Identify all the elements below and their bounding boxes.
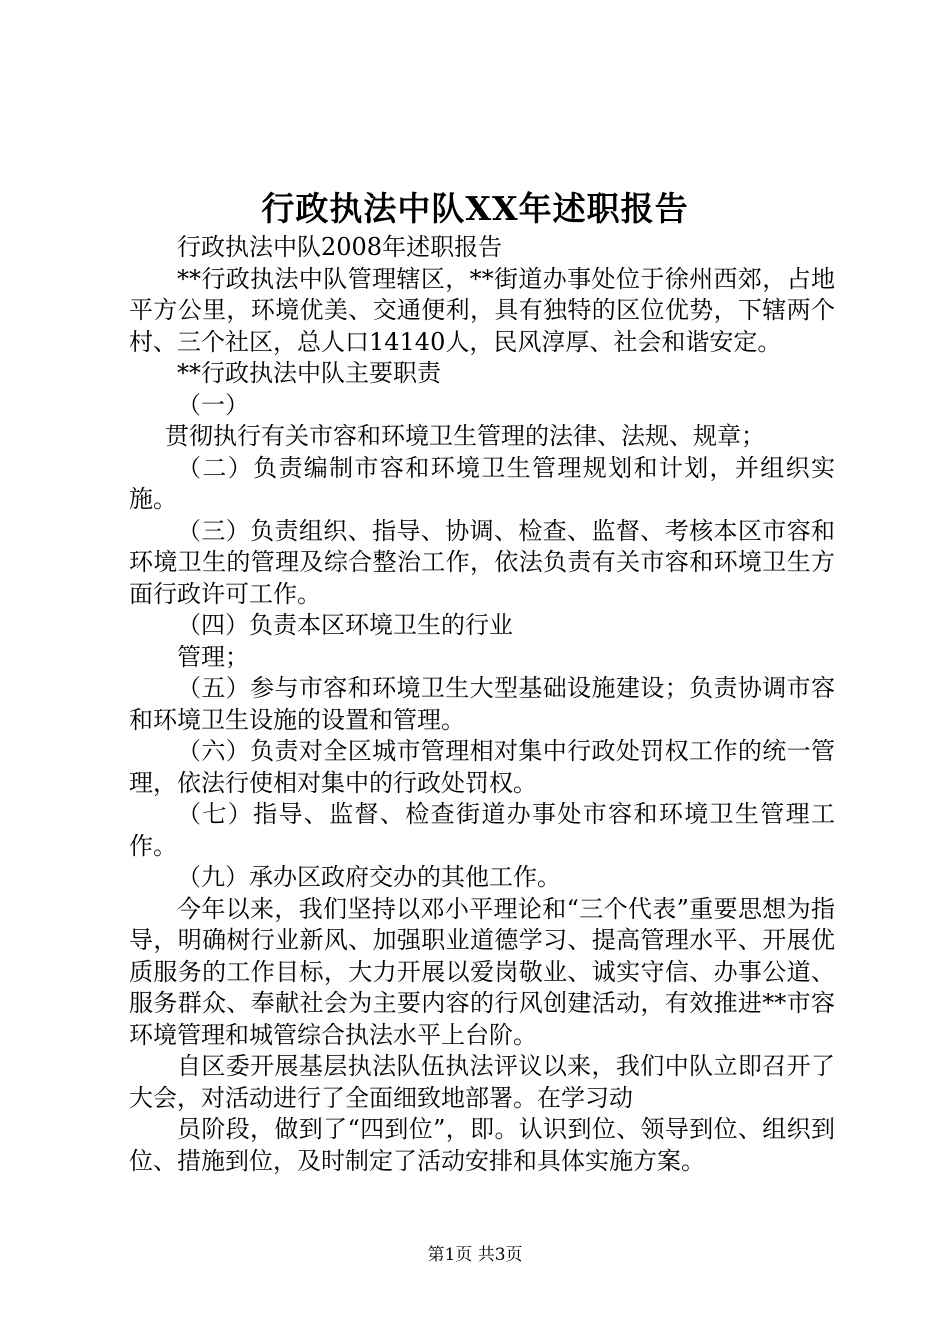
paragraph-duty-4-cont: 管理； xyxy=(177,642,249,671)
paragraph-duty-3: （三）负责组织、指导、协调、检查、监督、考核本区市容和环境卫生的管理及综合整治工作，依法负责有关市容和环境卫生方面行政许可工作。 xyxy=(129,516,835,608)
paragraph-mobilization: 员阶段，做到了“四到位”，即。认识到位、领导到位、组织到位、措施到位，及时制定了活动安排和具体实施方案。 xyxy=(129,1115,835,1175)
paragraph-duty-7: （七）指导、监督、检查街道办事处市容和环境卫生管理工作。 xyxy=(129,800,835,860)
paragraph-duty-6: （六）负责对全区城市管理相对集中行政处罚权工作的统一管理，依法行使相对集中的行政处罚权。 xyxy=(129,737,835,797)
document-title: 行政执法中队XX年述职报告 xyxy=(261,189,689,228)
paragraph-intro: **行政执法中队管理辖区，**街道办事处位于徐州西郊，占地平方公里，环境优美、交通便利，具有独特的区位优势，下辖两个村、三个社区，总人口14140人，民风淳厚、社会和谐安定。 xyxy=(129,264,835,356)
paragraph-duty-1: 贯彻执行有关市容和环境卫生管理的法律、法规、规章； xyxy=(165,422,765,450)
paragraph-evaluation: 自区委开展基层执法队伍执法评议以来，我们中队立即召开了大会，对活动进行了全面细致地部署。在学习动 xyxy=(129,1052,835,1112)
paragraph-duty-9: （九）承办区政府交办的其他工作。 xyxy=(177,863,561,891)
paragraph-duty-4: （四）负责本区环境卫生的行业 xyxy=(177,611,513,639)
paragraph-duties-heading: **行政执法中队主要职责 xyxy=(177,359,441,387)
paragraph-duty-2: （二）负责编制市容和环境卫生管理规划和计划，并组织实施。 xyxy=(129,453,835,513)
paragraph-duty-1-label: （一） xyxy=(177,390,249,419)
page-footer: 第1页 共3页 xyxy=(427,1245,523,1265)
paragraph-work-summary: 今年以来，我们坚持以邓小平理论和“三个代表”重要思想为指导，明确树行业新风、加强职业道德学习、提高管理水平、开展优质服务的工作目标，大力开展以爱岗敬业、诚实守信、办事公道、服务群众、奉献社会为主要内容的行风创建活动，有效推进**市容环境管理和城管综合执法水平上台阶。 xyxy=(129,894,835,1049)
document-body xyxy=(129,232,835,1177)
paragraph-duty-5: （五）参与市容和环境卫生大型基础设施建设；负责协调市容和环境卫生设施的设置和管理。 xyxy=(129,674,835,734)
paragraph-subtitle: 行政执法中队2008年述职报告 xyxy=(177,233,503,261)
